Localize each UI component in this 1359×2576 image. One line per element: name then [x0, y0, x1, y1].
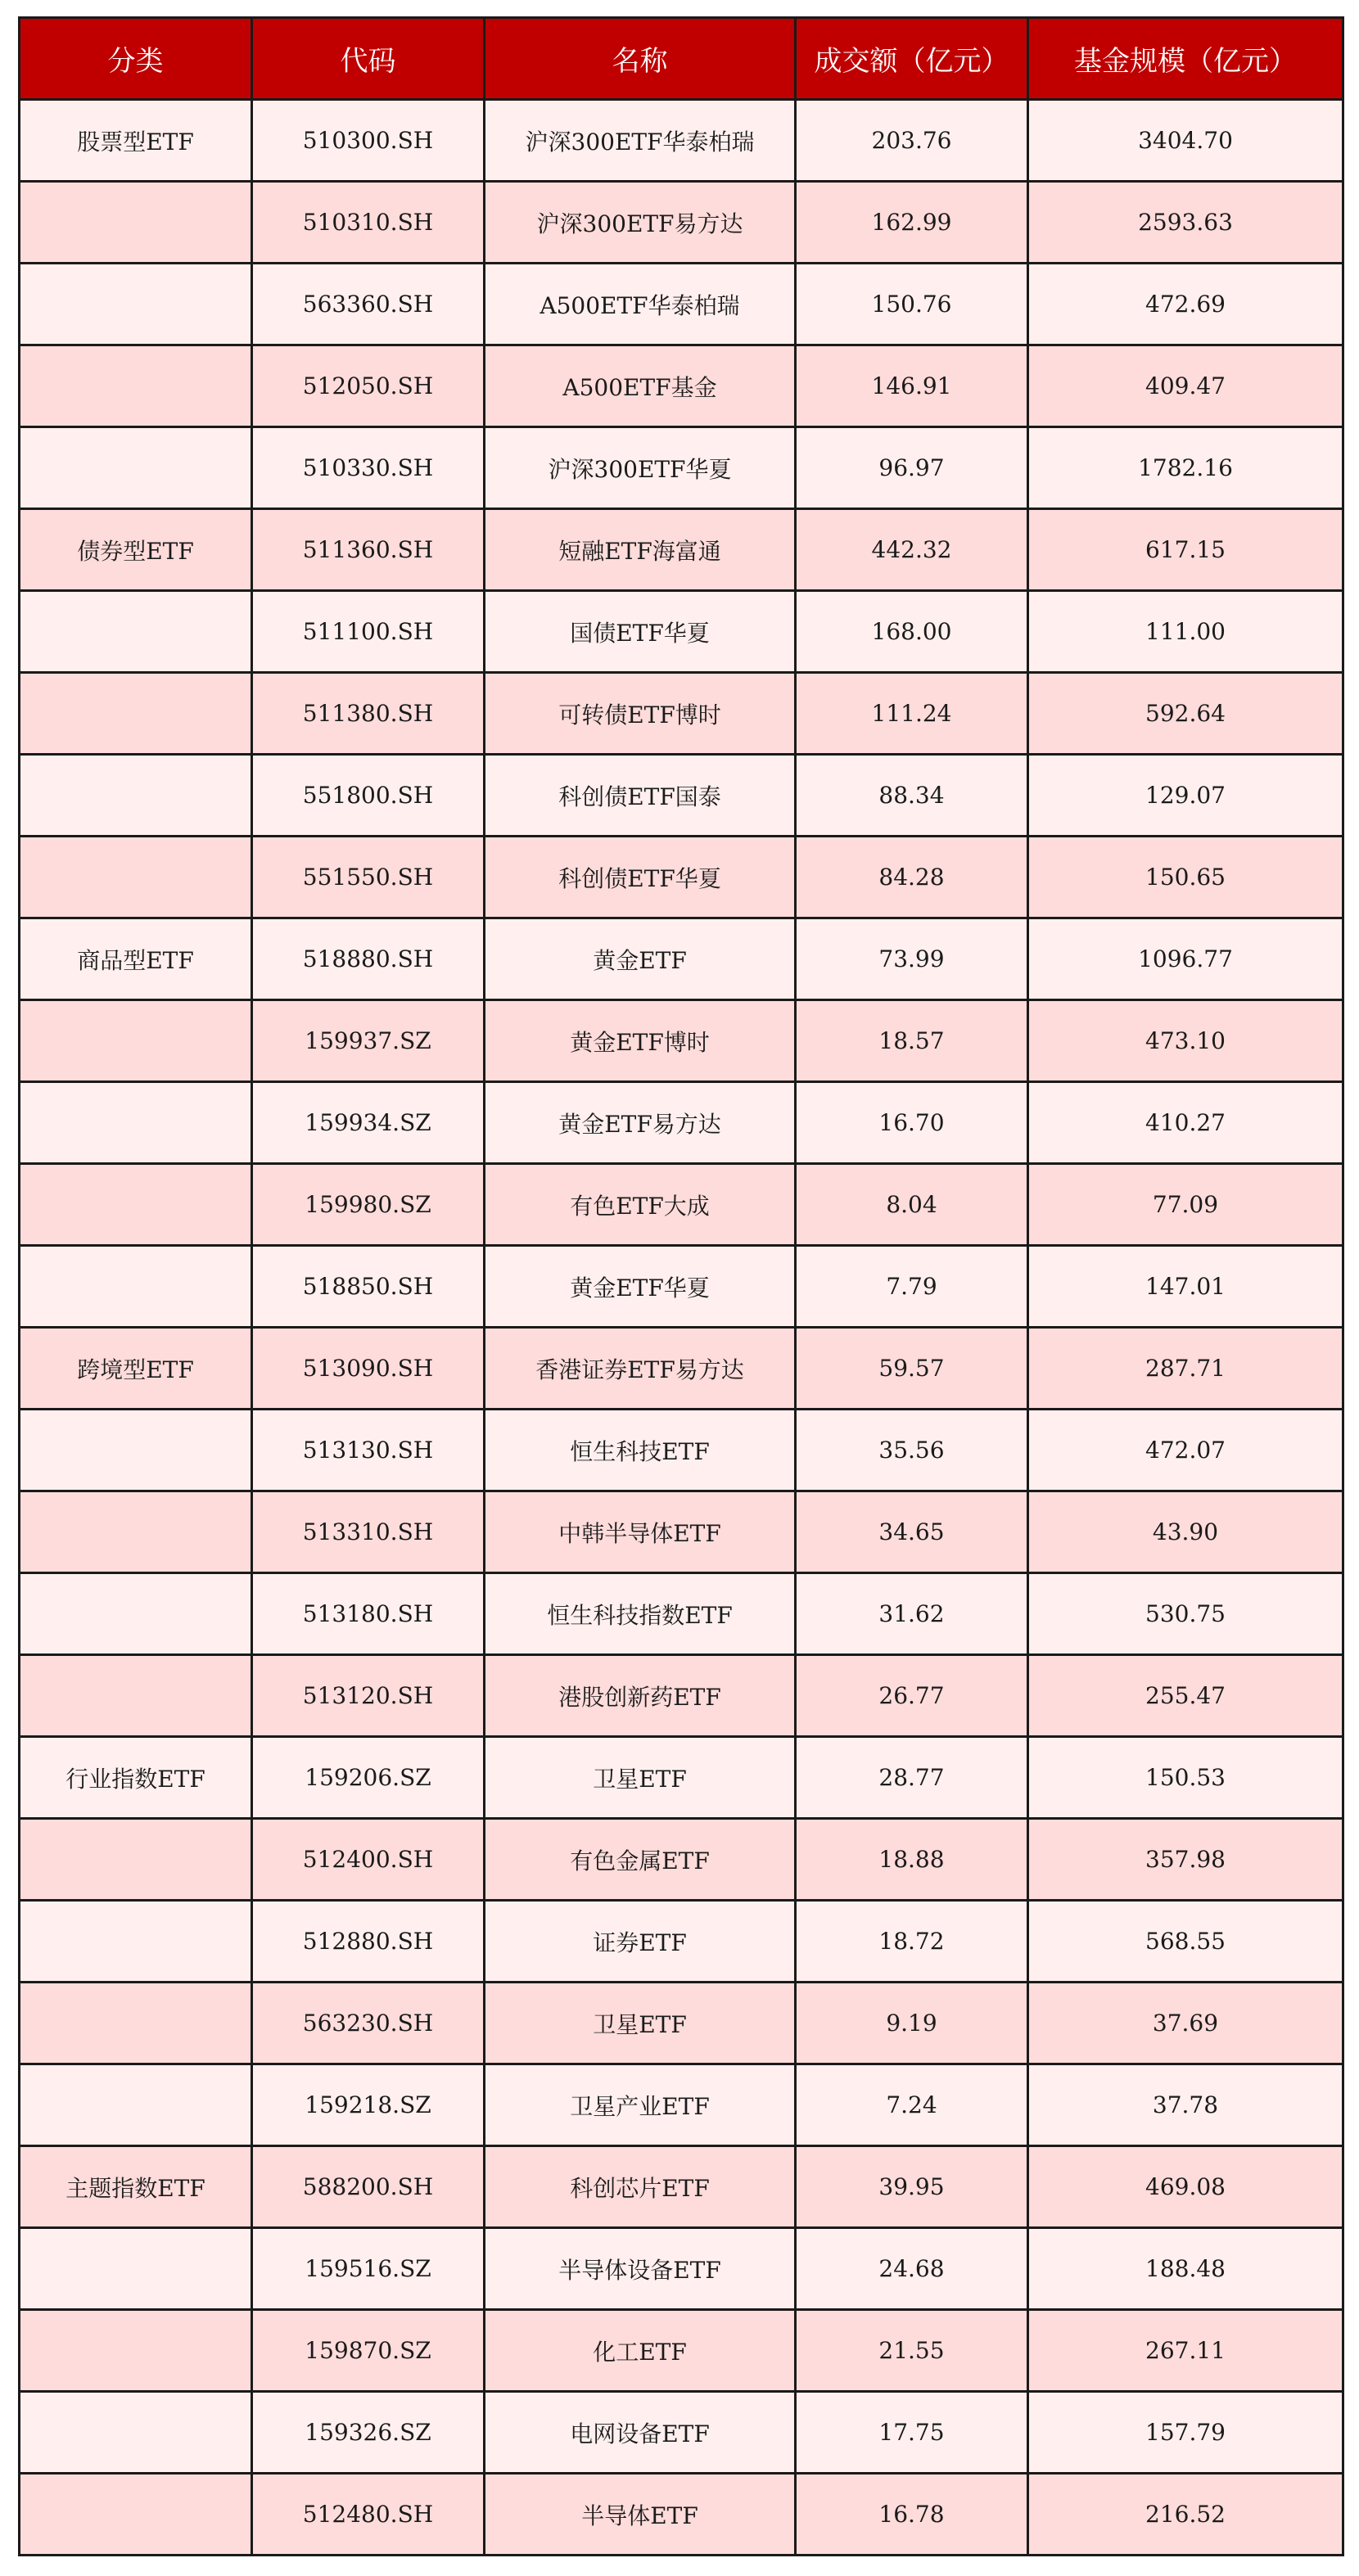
category-cell [20, 1819, 252, 1901]
name-cell: 半导体设备ETF [485, 2228, 796, 2310]
table-row [20, 345, 1343, 427]
code-cell: 159218.SZ [252, 2064, 485, 2146]
fund-size-cell: 530.75 [1028, 1573, 1343, 1655]
category-cell [20, 591, 252, 673]
category-cell: 跨境型ETF [20, 1328, 252, 1410]
category-cell [20, 1491, 252, 1573]
code-cell: 510300.SH [252, 100, 485, 182]
name-cell: 沪深300ETF华夏 [485, 427, 796, 509]
fund-size-cell: 357.98 [1028, 1819, 1343, 1901]
code-cell: 551800.SH [252, 755, 485, 837]
header-name: 名称 [485, 18, 796, 100]
header-code: 代码 [252, 18, 485, 100]
fund-size-cell: 410.27 [1028, 1082, 1343, 1164]
category-cell [20, 1573, 252, 1655]
fund-size-cell: 472.69 [1028, 264, 1343, 345]
code-cell: 159326.SZ [252, 2392, 485, 2474]
name-cell: 科创芯片ETF [485, 2146, 796, 2228]
code-cell: 512400.SH [252, 1819, 485, 1901]
turnover-cell: 8.04 [796, 1164, 1028, 1246]
fund-size-cell: 469.08 [1028, 2146, 1343, 2228]
header-row [20, 18, 1343, 100]
name-cell: 证券ETF [485, 1901, 796, 1983]
name-cell: 香港证券ETF易方达 [485, 1328, 796, 1410]
fund-size-cell: 147.01 [1028, 1246, 1343, 1328]
fund-size-cell: 129.07 [1028, 755, 1343, 837]
turnover-cell: 9.19 [796, 1983, 1028, 2064]
fund-size-cell: 409.47 [1028, 345, 1343, 427]
category-cell [20, 1246, 252, 1328]
category-cell: 股票型ETF [20, 100, 252, 182]
table-row [20, 1655, 1343, 1737]
category-cell [20, 673, 252, 755]
category-cell [20, 182, 252, 264]
code-cell: 513090.SH [252, 1328, 485, 1410]
table-row [20, 264, 1343, 345]
name-cell: 国债ETF华夏 [485, 591, 796, 673]
fund-size-cell: 267.11 [1028, 2310, 1343, 2392]
turnover-cell: 84.28 [796, 837, 1028, 918]
fund-size-cell: 150.53 [1028, 1737, 1343, 1819]
fund-size-cell: 188.48 [1028, 2228, 1343, 2310]
turnover-cell: 18.57 [796, 1000, 1028, 1082]
name-cell: 恒生科技指数ETF [485, 1573, 796, 1655]
turnover-cell: 111.24 [796, 673, 1028, 755]
name-cell: 电网设备ETF [485, 2392, 796, 2474]
code-cell: 510330.SH [252, 427, 485, 509]
code-cell: 159980.SZ [252, 1164, 485, 1246]
name-cell: 有色ETF大成 [485, 1164, 796, 1246]
turnover-cell: 18.72 [796, 1901, 1028, 1983]
category-cell [20, 1410, 252, 1491]
etf-table [18, 16, 1344, 2556]
table-row [20, 1983, 1343, 2064]
turnover-cell: 96.97 [796, 427, 1028, 509]
turnover-cell: 28.77 [796, 1737, 1028, 1819]
table-row [20, 673, 1343, 755]
fund-size-cell: 3404.70 [1028, 100, 1343, 182]
category-cell [20, 264, 252, 345]
table-header [20, 18, 1343, 100]
code-cell: 159870.SZ [252, 2310, 485, 2392]
name-cell: 短融ETF海富通 [485, 509, 796, 591]
code-cell: 563230.SH [252, 1983, 485, 2064]
code-cell: 513310.SH [252, 1491, 485, 1573]
name-cell: 可转债ETF博时 [485, 673, 796, 755]
fund-size-cell: 216.52 [1028, 2474, 1343, 2556]
table-row [20, 1328, 1343, 1410]
name-cell: 黄金ETF博时 [485, 1000, 796, 1082]
category-cell [20, 2064, 252, 2146]
code-cell: 511100.SH [252, 591, 485, 673]
name-cell: 化工ETF [485, 2310, 796, 2392]
name-cell: 中韩半导体ETF [485, 1491, 796, 1573]
table-row [20, 837, 1343, 918]
fund-size-cell: 255.47 [1028, 1655, 1343, 1737]
category-cell [20, 1000, 252, 1082]
table-row [20, 1573, 1343, 1655]
table-row [20, 2392, 1343, 2474]
turnover-cell: 26.77 [796, 1655, 1028, 1737]
category-cell: 商品型ETF [20, 918, 252, 1000]
fund-size-cell: 77.09 [1028, 1164, 1343, 1246]
turnover-cell: 7.79 [796, 1246, 1028, 1328]
category-cell [20, 427, 252, 509]
name-cell: 科创债ETF国泰 [485, 755, 796, 837]
name-cell: 卫星ETF [485, 1983, 796, 2064]
category-cell [20, 2474, 252, 2556]
code-cell: 512880.SH [252, 1901, 485, 1983]
code-cell: 511380.SH [252, 673, 485, 755]
table-row [20, 1819, 1343, 1901]
name-cell: 黄金ETF [485, 918, 796, 1000]
table-row [20, 1491, 1343, 1573]
header-turnover: 成交额（亿元） [796, 18, 1028, 100]
name-cell: 卫星ETF [485, 1737, 796, 1819]
code-cell: 159516.SZ [252, 2228, 485, 2310]
table-row [20, 1164, 1343, 1246]
table-row [20, 918, 1343, 1000]
table-row [20, 2474, 1343, 2556]
category-cell [20, 2310, 252, 2392]
code-cell: 159934.SZ [252, 1082, 485, 1164]
category-cell [20, 345, 252, 427]
table-row [20, 2146, 1343, 2228]
fund-size-cell: 472.07 [1028, 1410, 1343, 1491]
category-cell [20, 2392, 252, 2474]
fund-size-cell: 568.55 [1028, 1901, 1343, 1983]
name-cell: A500ETF华泰柏瑞 [485, 264, 796, 345]
code-cell: 512050.SH [252, 345, 485, 427]
table-row [20, 2310, 1343, 2392]
code-cell: 159206.SZ [252, 1737, 485, 1819]
header-fund-size: 基金规模（亿元） [1028, 18, 1343, 100]
code-cell: 518880.SH [252, 918, 485, 1000]
turnover-cell: 150.76 [796, 264, 1028, 345]
category-cell [20, 1901, 252, 1983]
category-cell: 债券型ETF [20, 509, 252, 591]
fund-size-cell: 111.00 [1028, 591, 1343, 673]
header-category: 分类 [20, 18, 252, 100]
turnover-cell: 39.95 [796, 2146, 1028, 2228]
fund-size-cell: 1096.77 [1028, 918, 1343, 1000]
table-row [20, 509, 1343, 591]
fund-size-cell: 287.71 [1028, 1328, 1343, 1410]
table-row [20, 1410, 1343, 1491]
table-row [20, 755, 1343, 837]
category-cell [20, 1082, 252, 1164]
table-row [20, 2228, 1343, 2310]
fund-size-cell: 617.15 [1028, 509, 1343, 591]
turnover-cell: 18.88 [796, 1819, 1028, 1901]
code-cell: 512480.SH [252, 2474, 485, 2556]
turnover-cell: 21.55 [796, 2310, 1028, 2392]
turnover-cell: 16.78 [796, 2474, 1028, 2556]
name-cell: 有色金属ETF [485, 1819, 796, 1901]
turnover-cell: 168.00 [796, 591, 1028, 673]
code-cell: 513130.SH [252, 1410, 485, 1491]
table-row [20, 1000, 1343, 1082]
code-cell: 513120.SH [252, 1655, 485, 1737]
turnover-cell: 31.62 [796, 1573, 1028, 1655]
category-cell [20, 837, 252, 918]
name-cell: 港股创新药ETF [485, 1655, 796, 1737]
code-cell: 159937.SZ [252, 1000, 485, 1082]
name-cell: 半导体ETF [485, 2474, 796, 2556]
code-cell: 513180.SH [252, 1573, 485, 1655]
turnover-cell: 24.68 [796, 2228, 1028, 2310]
fund-size-cell: 150.65 [1028, 837, 1343, 918]
fund-size-cell: 2593.63 [1028, 182, 1343, 264]
turnover-cell: 34.65 [796, 1491, 1028, 1573]
name-cell: 科创债ETF华夏 [485, 837, 796, 918]
code-cell: 518850.SH [252, 1246, 485, 1328]
fund-size-cell: 43.90 [1028, 1491, 1343, 1573]
table-row [20, 2064, 1343, 2146]
name-cell: A500ETF基金 [485, 345, 796, 427]
turnover-cell: 88.34 [796, 755, 1028, 837]
fund-size-cell: 592.64 [1028, 673, 1343, 755]
table-row [20, 427, 1343, 509]
turnover-cell: 35.56 [796, 1410, 1028, 1491]
code-cell: 588200.SH [252, 2146, 485, 2228]
turnover-cell: 7.24 [796, 2064, 1028, 2146]
table-row [20, 1737, 1343, 1819]
name-cell: 恒生科技ETF [485, 1410, 796, 1491]
category-cell [20, 1983, 252, 2064]
category-cell [20, 2228, 252, 2310]
name-cell: 黄金ETF易方达 [485, 1082, 796, 1164]
code-cell: 563360.SH [252, 264, 485, 345]
name-cell: 沪深300ETF易方达 [485, 182, 796, 264]
fund-size-cell: 157.79 [1028, 2392, 1343, 2474]
turnover-cell: 73.99 [796, 918, 1028, 1000]
turnover-cell: 162.99 [796, 182, 1028, 264]
turnover-cell: 16.70 [796, 1082, 1028, 1164]
fund-size-cell: 37.69 [1028, 1983, 1343, 2064]
turnover-cell: 146.91 [796, 345, 1028, 427]
table-body [20, 100, 1343, 2556]
turnover-cell: 17.75 [796, 2392, 1028, 2474]
code-cell: 551550.SH [252, 837, 485, 918]
code-cell: 511360.SH [252, 509, 485, 591]
code-cell: 510310.SH [252, 182, 485, 264]
table-row [20, 1246, 1343, 1328]
category-cell: 行业指数ETF [20, 1737, 252, 1819]
table-row [20, 182, 1343, 264]
turnover-cell: 59.57 [796, 1328, 1028, 1410]
table-row [20, 100, 1343, 182]
table-row [20, 591, 1343, 673]
turnover-cell: 442.32 [796, 509, 1028, 591]
category-cell [20, 755, 252, 837]
name-cell: 卫星产业ETF [485, 2064, 796, 2146]
name-cell: 沪深300ETF华泰柏瑞 [485, 100, 796, 182]
table-row [20, 1901, 1343, 1983]
fund-size-cell: 1782.16 [1028, 427, 1343, 509]
name-cell: 黄金ETF华夏 [485, 1246, 796, 1328]
category-cell [20, 1164, 252, 1246]
category-cell [20, 1655, 252, 1737]
fund-size-cell: 473.10 [1028, 1000, 1343, 1082]
category-cell: 主题指数ETF [20, 2146, 252, 2228]
turnover-cell: 203.76 [796, 100, 1028, 182]
table-row [20, 1082, 1343, 1164]
fund-size-cell: 37.78 [1028, 2064, 1343, 2146]
